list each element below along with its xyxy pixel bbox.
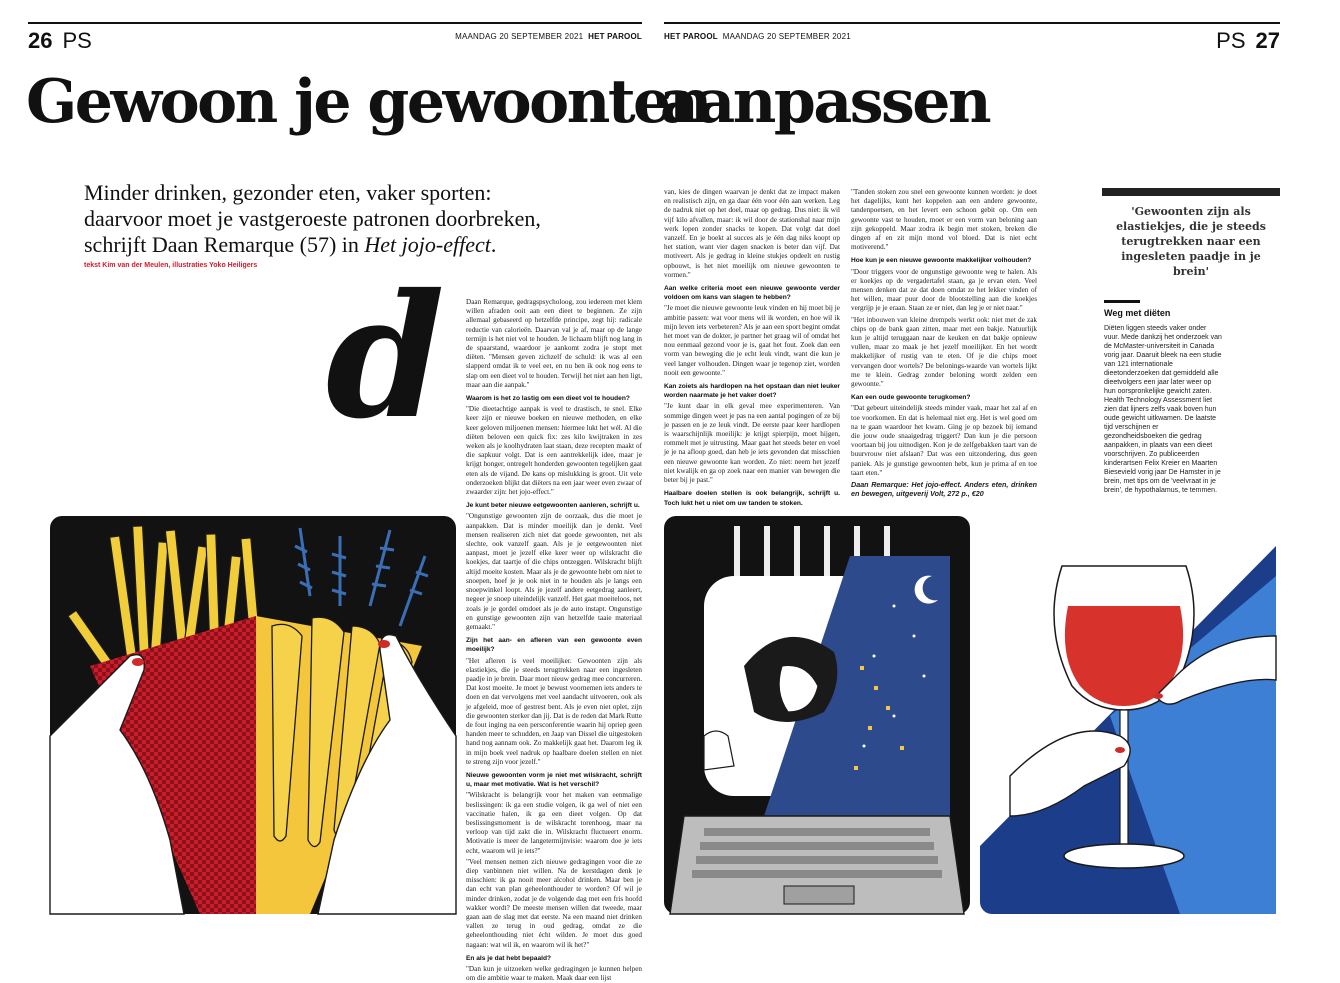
interview-question: Haalbare doelen stellen is ook belangrijk, schrijft u. Toch lukt het u niet om uw tanden te stoken. <box>664 490 840 507</box>
interview-question: Je kunt beter nieuwe eetgewoonten aanleren, schrijft u. <box>466 502 640 510</box>
article-paragraph: van, kies de dingen waarvan je denkt dat ze impact maken en realistisch zijn, en ga daar één voor één aan werken. Leg de nadruk niet op het doel, maar op gedrag. Dus niet: ik wil vijf kilo afvallen, maar: ik wil door de stationshal naar mijn werk lopen zonder snacks te kopen. Dat volgt dat doel vanzelf. En je boekt al succes als je één dag niks koopt op het station, want vier dagen snacken is beter dan vijf. Dat motiveert. Als je gedrag in kleine stukjes opdeelt en rustig opbouwt, is het niet moeilijk om nieuwe gewoonten te vormen." <box>664 188 840 279</box>
article-paragraph: "Wilskracht is belangrijk voor het maken van eenmalige beslissingen: ik ga een studie volgen, ik ga wel of niet een vaccinatie halen, ik ga een dieet volgen. Op dat beslissingsmoment is de wilskracht torenhoog, maar na verloop van tijd zakt die in. Wilskracht fluctueert enorm. Motivatie is meer de langetermijnvisie: waarom doe je iets echt, waarom wil je iets?" <box>466 791 642 855</box>
article-paragraph: "Veel mensen nemen zich nieuwe gedragingen voor die ze diep vanbinnen niet willen. Na de kerstdagen denk je misschien: ik ga nooit meer alcohol drinken. Maar ben je dan echt van plan geheelonthouder te worden? Of wil je minder drinken, zodat je de volgende dag met een fris hoofd wakker wordt? De meeste mensen willen dat tweede, maar gaan aan de slag met dat eerste. Na een maand niet drinken vallen ze terug in oud gedrag, omdat ze die geheelonthouding niet écht wilden. Je moet dus goed nagaan: wat wil ik, en waarom wil ik het?" <box>466 857 642 949</box>
laptop-night-art <box>664 516 970 914</box>
article-paragraph: "Dan kun je uitzoeken welke gedragingen je kunnen helpen om die ambitie waar te maken. Maak daar een lijst <box>466 965 642 983</box>
red-wine-glass-illustration <box>980 516 1276 914</box>
interview-question: Hoe kun je een nieuwe gewoonte makkelijker volhouden? <box>851 257 1032 265</box>
right-top-rule <box>664 22 1280 24</box>
article-paragraph: "Je moet die nieuwe gewoonte leuk vinden en hij moet bij je ambitie passen: wat voor mens wil ik worden, en hoe wil ik mijn leven iets verbeteren? Als je aan een sport begint omdat het moet van de dokter, je partner het graag wil of omdat het nou eenmaal gezond voor je is, gaat het fout. Zoek dan een vorm van beweging die je echt leuk vindt, want die kun je veel langer volhouden. Dingen waar je tegenop ziet, worden nooit een gewoonte." <box>664 304 840 377</box>
interview-question: Kan zoiets als hardlopen na het opstaan dan niet leuker worden naarmate je het vaker doet? <box>664 383 840 400</box>
article-column-3 <box>851 188 1037 499</box>
book-info: Daan Remarque: Het jojo-effect. Anders eten, drinken en bewegen, uitgeverij Volt, 272 p., €20 <box>851 480 1037 499</box>
headline-right: aanpassen <box>660 67 990 137</box>
intro-text: Minder drinken, gezonder eten, vaker sporten: daarvoor moet je vastgeroeste patronen doorbreken, schrijft Daan Remarque (57) in Het jojo-effect. <box>84 180 541 257</box>
sidebar-title: Weg met diëten <box>1104 308 1171 318</box>
section-label: PS <box>62 28 92 53</box>
wine-glass-art <box>980 516 1276 914</box>
dateline: HET PAROOL MAANDAG 20 SEPTEMBER 2021 <box>664 32 851 41</box>
pull-quote: 'Gewoonten zijn als elastiekjes, die je steeds terugtrekken naar een ingesleten paadje in je brein' <box>1116 205 1266 278</box>
interview-question: Zijn het aan- en afleren van een gewoonte even moeilijk? <box>466 637 642 654</box>
interview-question: Aan welke criteria moet een nieuwe gewoonte verder voldoen om kans van slagen te hebben? <box>664 285 840 302</box>
article-column-1 <box>466 298 643 983</box>
left-page-header <box>28 28 642 52</box>
sidebar-text: Diëten liggen steeds vaker onder vuur. Mede dankzij het onderzoek van de McMaster-universiteit in Canada vorig jaar. Daaruit bleek na een studie van 121 internationale dieetonderzoeken dat gemiddeld alle dieetvolgers een jaar later weer op hun oorspronkelijke gewicht zaten. Health Technology Assessment liet zien dat lijners zelfs vaak boven hun oude gewicht uitkwamen. De laatste tijd verschijnen er gezondheidsboeken die gedrag aanpakken, in plaats van een dieet voorschrijven. Zo publiceerden kinderartsen Felix Kreier en Maarten Biesevield vorig jaar De Hamster in je brein, met tips om de 'veelvraat in je brein', de hypothalamus, te temmen. <box>1104 325 1222 494</box>
page-number: 26 <box>28 28 53 53</box>
article-paragraph: "Die dieetachtige aanpak is veel te drastisch, te snel. Elke keer zijn er nieuwe boeken en nieuwe methoden, en elke keer geloven miljoenen mensen: hiermee lukt het wél. Al die diëten beloven een quick fix: zes kilo kwijtraken in zes weken als je koolhydraten laat staan, deze recepten maakt of die sapkuur volgt. Dat is een aantrekkelijk idee, maar je krijgt honger, ontregelt honderden gewoonten tegelijken gaat eten als de vijand. De kans op mislukking is groot. Uit vele onderzoeken blijkt dat diëters na een jaar weer even zwaar of zwaarder zijn: het jojo-effect." <box>466 405 643 497</box>
article-paragraph: "Door triggers voor de ongunstige gewoonte weg te halen. Als er koekjes op de vergadertafel staan, ga je ervan eten. Veel mensen denken dat ze dat doen omdat ze het lekker vinden of het willen, maar puur door de blootstelling aan die koekjes vergrijp je je eraan. Staan ze er niet, dan leg je er niet naar." <box>851 267 1037 313</box>
fries-and-carrots-illustration <box>50 516 456 914</box>
article-paragraph: "Het afleren is veel moeilijker. Gewoonten zijn als elastiekjes, die je steeds terugtrekken naar een ingesleten paadje in je brein. Daar moet nieuw gedrag mee concurreren. Dat kost moeite. Je moet je bewust voornemen iets anders te doen en dat vervolgens met veel aandacht uitvoeren, ook als je afgeleid, moe of gestrest bent. Als je even niet oplet, zijn die gewoonten sterker dan jij. Dat is de reden dat Mark Rutte de fout inging na een persconferentie waarin hij opriep geen handen meer te schudden, en Jaap van Dissel die uitgestoken hand nog aannam ook. Zo makkelijk gaat het. Daarom leg ik in mijn boek veel nadruk op haalbare doelen stellen en niet te streng zijn voor jezelf." <box>466 656 642 766</box>
headline-left: Gewoon je gewoonten <box>26 67 710 137</box>
article-paragraph: "Tanden stoken zou snel een gewoonte kunnen worden: je doet het dagelijks, kunt het koppelen aan een andere gewoonte, tandenpoetsen, en het levert een schoon gebit op. Om een gewoonte vast te houden, moet er een vorm van beloning aan zijn gekoppeld. Maar zodra ik begin met stoken, breken die dingen af en zit mijn mond vol bloed. Dat is niet echt motiverend." <box>851 188 1037 252</box>
page-number: 27 <box>1255 28 1280 53</box>
interview-question: Kan een oude gewoonte terugkomen? <box>851 394 971 402</box>
article-paragraph: "Je kunt daar in elk geval mee experimenteren. Van sommige dingen weet je pas na een aantal pogingen of ze bij je passen en je ze leuk vindt. De eerste paar keer hardlopen is waarschijnlijk moeilijk: je krijgt spierpijn, moet hijgen, rommelt met je uitrusting. Maar gaat het steeds beter en voel je je na afloop goed, dan heb je iets gevonden dat misschien een nieuwe gewoonte kan worden. Zo niet: neem het jezelf niet kwalijk en ga op zoek naar een manier van bewegen die beter bij je past." <box>664 402 840 485</box>
article-paragraph: "Het inbouwen van kleine drempels werkt ook: niet met de zak chips op de bank gaan zitten, maar met een bakje. Natuurlijk kun je altijd teruggaan naar de keuken en dat bakje opnieuw vullen, maar zo maak je het jezelf moeilijker. En het wordt makkelijker of rustig van te eten. Of je die chips moet vervangen door wortels? De belonings-waarde van wortels lijkt me te klein. Gedrag zonder beloning wordt zelden een gewoonte." <box>851 315 1037 389</box>
left-top-rule <box>28 22 642 24</box>
article-column-2 <box>664 188 840 507</box>
laptop-at-night-illustration <box>664 516 970 914</box>
sidebar-rule <box>1104 300 1140 303</box>
drop-cap: d <box>326 257 445 457</box>
article-paragraph: "Ongunstige gewoonten zijn de oorzaak, dus die moet je aanpakken. Dat is minder moeilijk dan je denkt. Veel mensen realiseren zich niet dat goede gewoonten, net als slechte, ook vanzelf gaan. Als je je eetgewoonten niet aanpast, moet je jezelf elke keer weer op wilskracht die koekjes, dat taartje of die chips ontzeggen. Wilskracht blijft altijd moeite kosten. Maar als je de gewoonte hebt om niet te snoepen, hoef je je ook niet in te houden als je langs een snoepwinkel loopt. Als je jezelf andere eetgedrag aanleert, negeer je snoep uiteindelijk vanzelf. Het gaat moeiteloos, net zoals je je gordel omdoet als je de auto instapt. Ongunstige en gunstige gewoonten zijn van hetzelfde taaie materiaal gemaakt." <box>466 512 642 631</box>
right-page-header <box>664 28 1280 52</box>
interview-question: Waarom is het zo lastig om een dieet vol te houden? <box>466 395 630 403</box>
pull-quote-rule <box>1102 188 1280 196</box>
section-label: PS <box>1216 28 1246 53</box>
fries-carrots-art <box>50 516 456 914</box>
interview-question: Nieuwe gewoonten vorm je niet met wilskracht, schrijft u, maar met motivatie. Wat is het verschil? <box>466 771 642 789</box>
byline: tekst Kim van der Meulen, illustraties Yoko Heiligers <box>84 262 258 269</box>
dateline: MAANDAG 20 SEPTEMBER 2021 HET PAROOL <box>455 32 642 41</box>
article-paragraph: "Dat gebeurt uiteindelijk steeds minder vaak, maar het zal af en toe voorkomen. En dat is helemaal niet erg. Het is wel goed om na te gaan waardoor het kwam. Ging je op bezoek bij iemand die jouw oude snaaigedrag triggert? Dan kun je die persoon voortaan bij jou uitnodigen. Kon je de zelfgebakken taart van de buurvrouw niet afslaan? Dat was een uitzondering, dus geen paniek. Als je gunstige gewoonten hebt, kun je prima af en toe taart eten." <box>851 404 1037 477</box>
article-paragraph: Daan Remarque, gedragspsycholoog, zou iedereen met klem willen afraden ooit aan een dieet te beginnen. Ze zijn allemaal gebaseerd op hetzelfde principe, zegt hij: radicale reductie van calorieën. Daarvan val je af, maar op de lange termijn is het niet vol te houden. Je lichaam blijft nog lang in de spaarstand, waardoor je aankomt zodra je stopt met diëten. "Mensen geven zichzelf de schuld: ik was al een slapperd omdat ik te veel eet, en nu ben ik ook nog eens te slap om een dieet vol te houden. Terwijl het niet aan hen ligt, maar aan die aanpak." <box>466 298 642 389</box>
interview-question: En als je dat hebt bepaald? <box>466 954 552 962</box>
